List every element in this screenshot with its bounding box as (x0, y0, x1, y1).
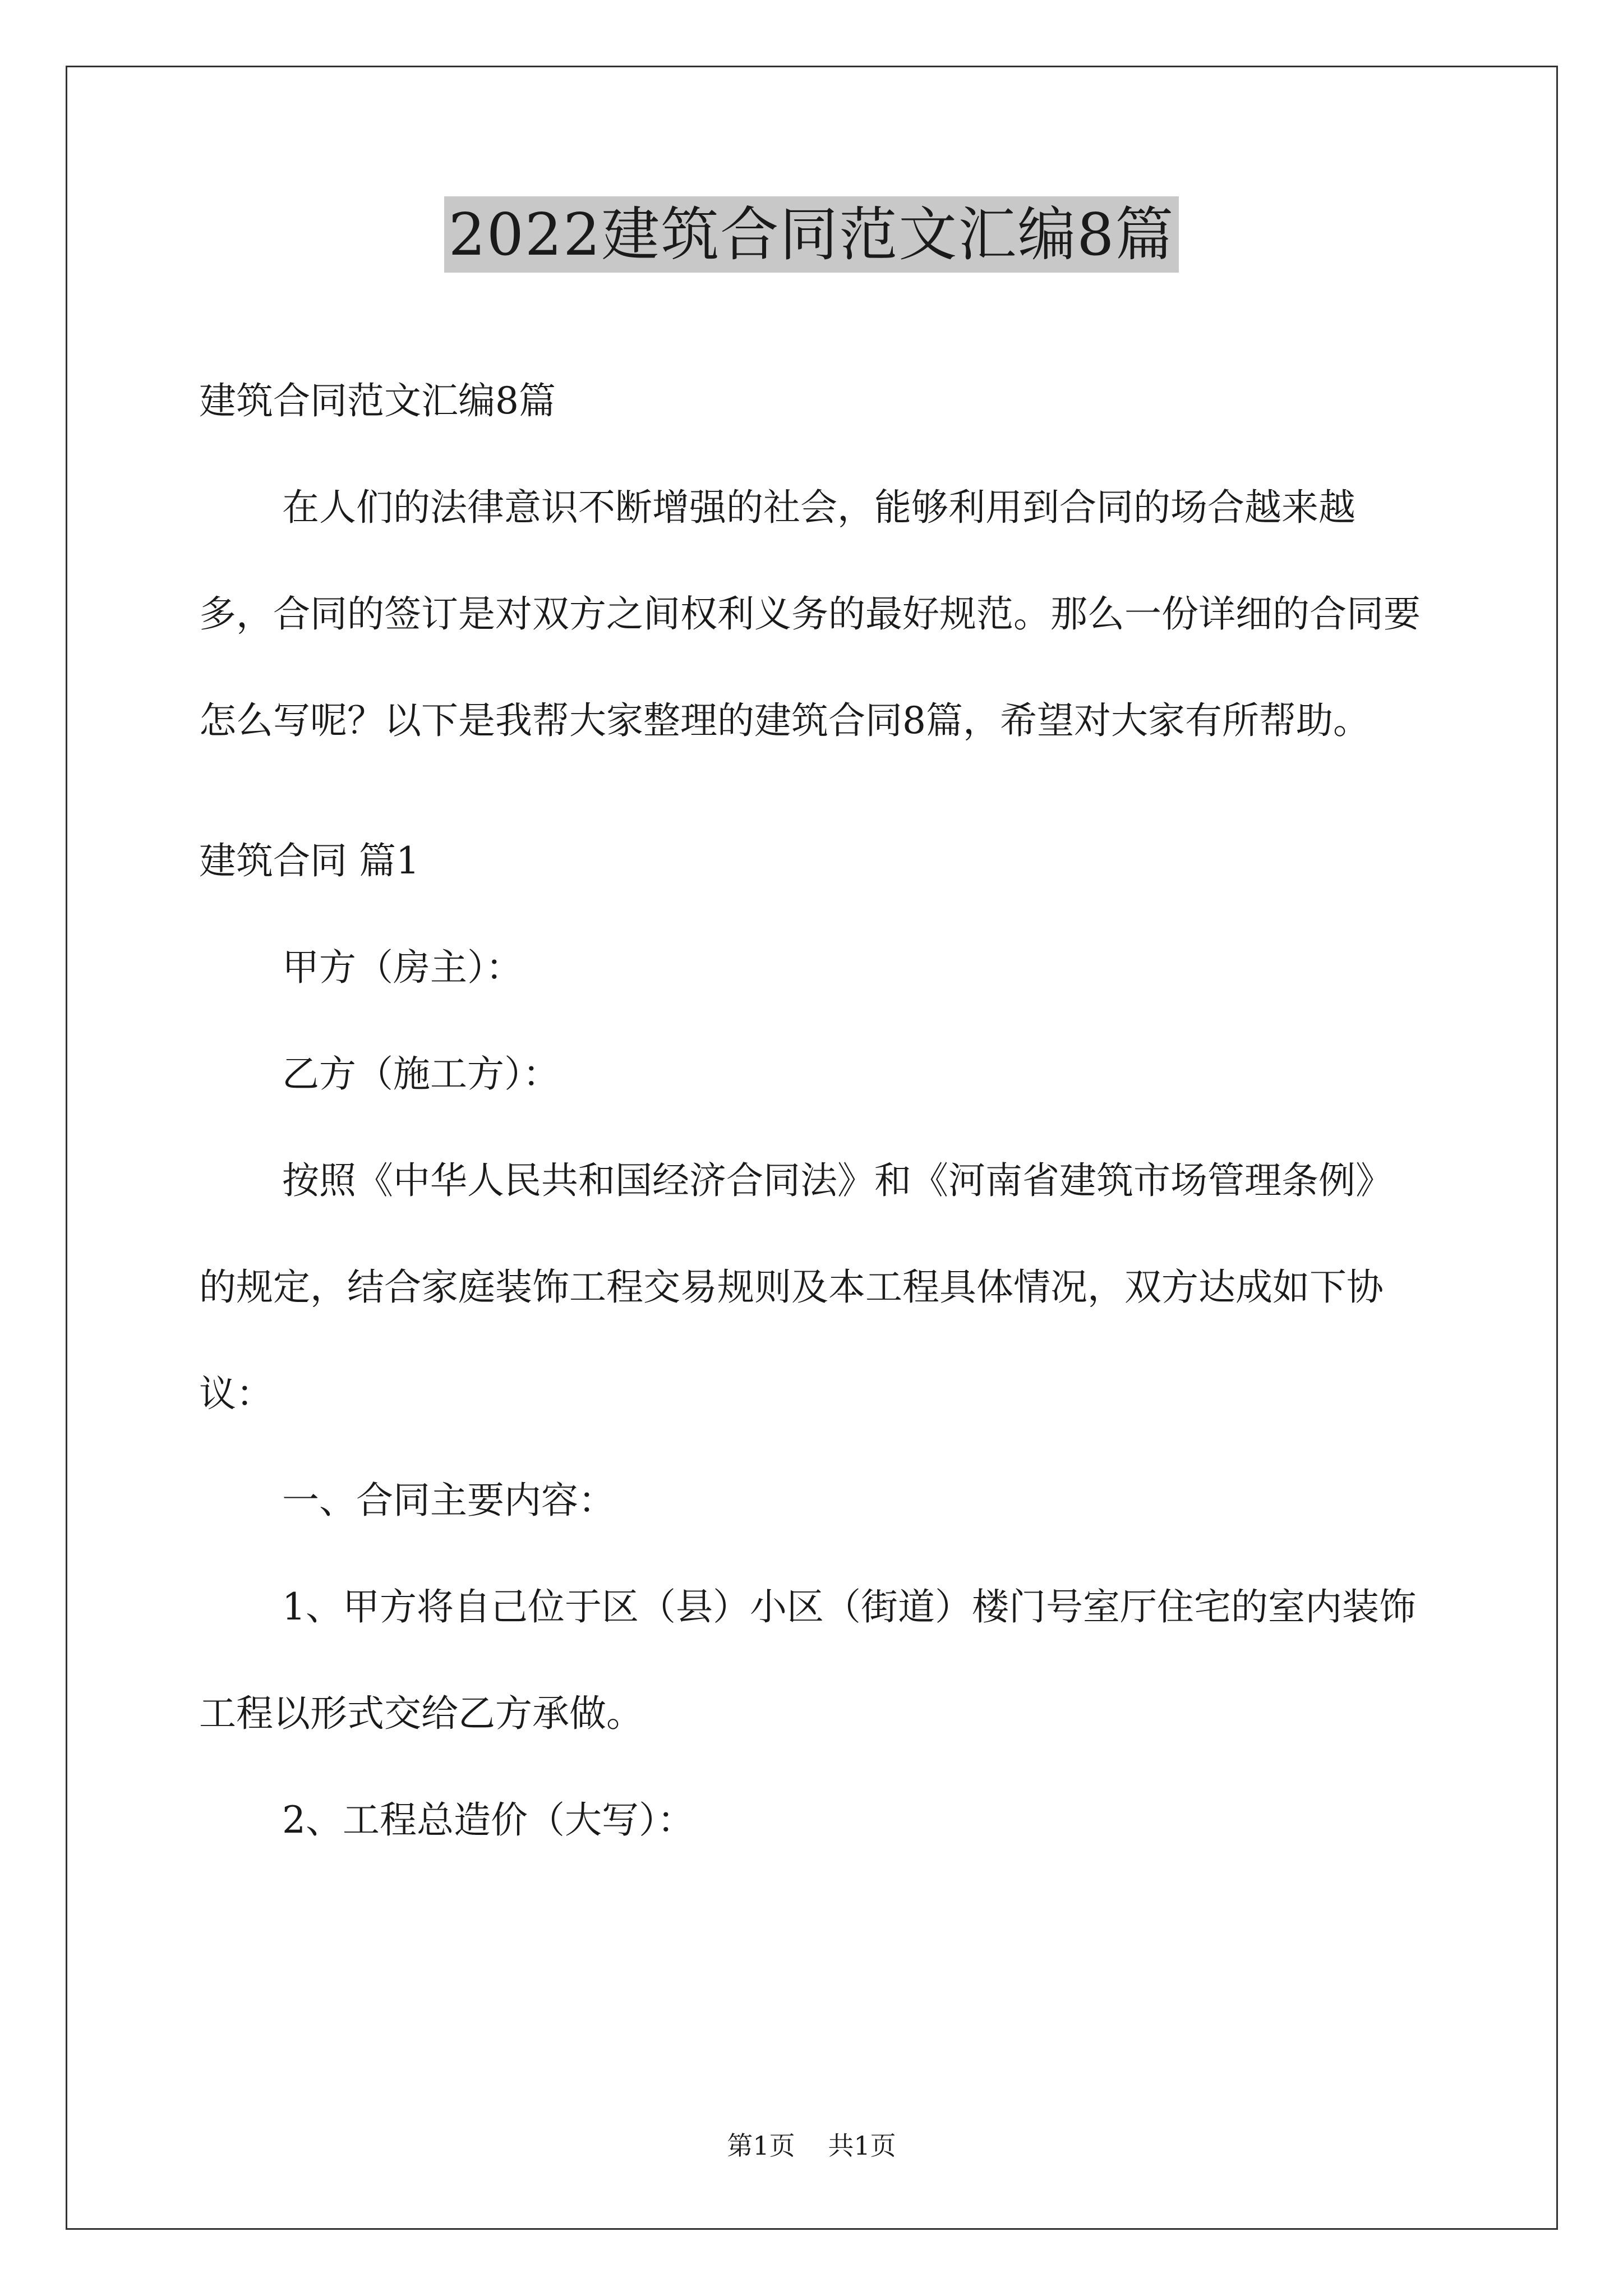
intro-paragraph: 在人们的法律意识不断增强的社会，能够利用到合同的场合越来越多，合同的签订是对双方之间权利义务的最好规范。那么一份详细的合同要怎么写呢？以下是我帮大家整理的建筑合同8篇，希望对大家有所帮助。 (199, 486, 1421, 742)
page-number: 第1页 (727, 2131, 795, 2161)
title-container (0, 196, 1623, 273)
document-body (199, 348, 1427, 1874)
document-subtitle: 建筑合同范文汇编8篇 (199, 379, 556, 422)
clause-2: 2、工程总造价（大写）： (282, 1798, 694, 1842)
clause-1: 1、甲方将自己位于区（县）小区（街道）楼门号室厅住宅的室内装饰工程以形式交给乙方承做。 (199, 1585, 1416, 1735)
document-title: 2022建筑合同范文汇编8篇 (444, 196, 1179, 273)
party-b-line: 乙方（施工方）： (282, 1052, 560, 1096)
party-a-line: 甲方（房主）： (282, 946, 523, 989)
clause-heading: 一、合同主要内容： (282, 1479, 615, 1522)
page-footer (0, 2129, 1623, 2162)
spacer (199, 774, 1427, 808)
section-heading: 建筑合同 篇1 (199, 839, 419, 882)
preamble-paragraph: 按照《中华人民共和国经济合同法》和《河南省建筑市场管理条例》的规定，结合家庭装饰工程交易规则及本工程具体情况，双方达成如下协议： (199, 1159, 1393, 1415)
page-total: 共1页 (828, 2131, 896, 2161)
